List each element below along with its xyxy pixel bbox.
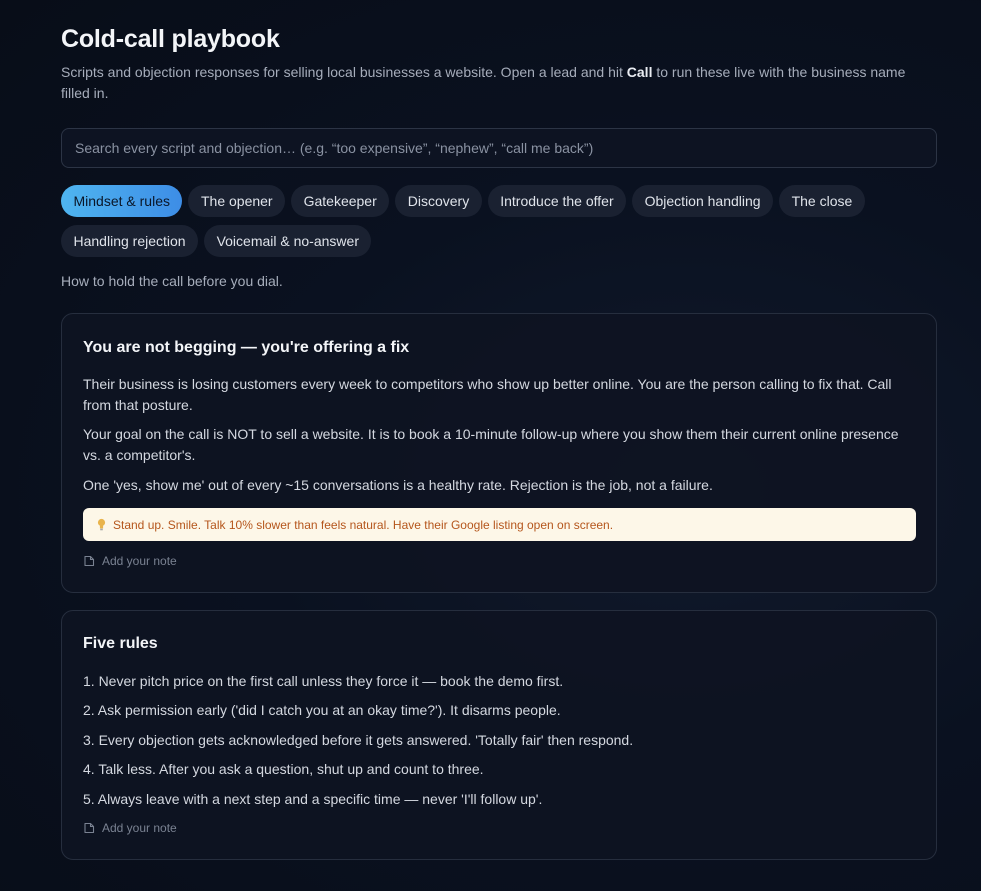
- five-rules-card: [61, 610, 937, 860]
- tip-callout: [83, 508, 916, 541]
- call-keyword: Call: [626, 64, 653, 80]
- subtitle-text-end: to run these live with the business name filled in.: [61, 64, 906, 101]
- add-note-label: Add your note: [102, 554, 177, 568]
- card-title: You are not begging — you're offering a fix: [83, 339, 410, 356]
- mindset-card: [61, 313, 937, 593]
- rule-item: 3. Every objection gets acknowledged before it gets answered. 'Totally fair' then respond.: [83, 732, 634, 748]
- note-icon: [83, 822, 95, 834]
- page-subtitle: [61, 62, 937, 104]
- rule-item: 2. Ask permission early ('did I catch you at an okay time?'). It disarms people.: [83, 702, 561, 718]
- tab-handling-rejection[interactable]: Handling rejection: [61, 225, 198, 257]
- tip-text: Stand up. Smile. Talk 10% slower than feels natural. Have their Google listing open on screen.: [113, 517, 614, 532]
- card-paragraph: Your goal on the call is NOT to sell a website. It is to book a 10-minute follow-up where you show them their current online presence vs. a competitor's.: [83, 426, 899, 463]
- tab-objection-handling[interactable]: Objection handling: [632, 185, 773, 217]
- section-description: How to hold the call before you dial.: [61, 273, 283, 289]
- card-paragraph: One 'yes, show me' out of every ~15 conversations is a healthy rate. Rejection is the job, not a failure.: [83, 477, 713, 493]
- tab-mindset-rules[interactable]: Mindset & rules: [61, 185, 182, 217]
- add-note-button[interactable]: [83, 554, 177, 568]
- tab-the-opener[interactable]: The opener: [188, 185, 285, 217]
- tab-gatekeeper[interactable]: Gatekeeper: [291, 185, 389, 217]
- tab-the-close[interactable]: The close: [779, 185, 865, 217]
- add-note-label: Add your note: [102, 821, 177, 835]
- rule-item: 5. Always leave with a next step and a specific time — never 'I'll follow up'.: [83, 791, 543, 807]
- search-input[interactable]: [61, 128, 937, 168]
- tab-introduce-the-offer[interactable]: Introduce the offer: [488, 185, 626, 217]
- card-paragraph: Their business is losing customers every week to competitors who show up better online. You are the person calling to fix that. Call from that posture.: [83, 376, 892, 413]
- category-tabs: [61, 185, 941, 257]
- subtitle-text-start: Scripts and objection responses for selling local businesses a website. Open a lead and hit: [61, 64, 627, 80]
- tab-discovery[interactable]: Discovery: [395, 185, 481, 217]
- add-note-button[interactable]: [83, 821, 177, 835]
- card-title: Five rules: [83, 635, 158, 652]
- rule-item: 1. Never pitch price on the first call unless they force it — book the demo first.: [83, 673, 564, 689]
- rule-item: 4. Talk less. After you ask a question, shut up and count to three.: [83, 761, 484, 777]
- tab-voicemail-no-answer[interactable]: Voicemail & no-answer: [204, 225, 371, 257]
- lightbulb-icon: [97, 518, 107, 531]
- note-icon: [83, 555, 95, 567]
- page-title: Cold-call playbook: [61, 25, 280, 53]
